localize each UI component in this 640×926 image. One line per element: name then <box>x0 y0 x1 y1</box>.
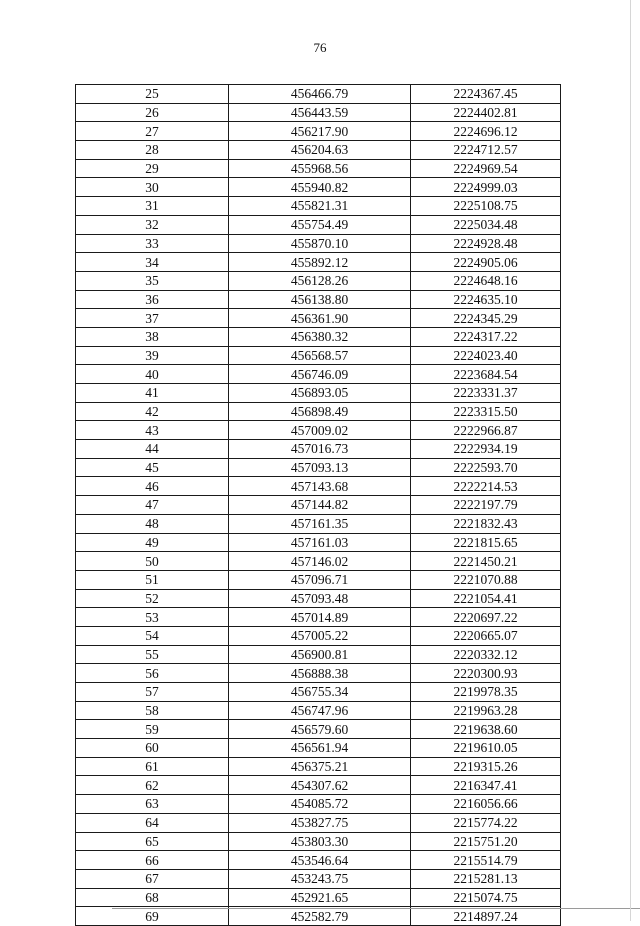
x-coordinate-cell: 457161.03 <box>229 533 411 552</box>
table-row <box>76 795 561 814</box>
point-number-cell: 66 <box>76 851 229 870</box>
coordinates-table-body <box>76 85 561 926</box>
table-row <box>76 85 561 104</box>
y-coordinate-cell: 2220697.22 <box>411 608 561 627</box>
table-row <box>76 701 561 720</box>
table-row <box>76 197 561 216</box>
table-row <box>76 552 561 571</box>
x-coordinate-cell: 452582.79 <box>229 907 411 926</box>
x-coordinate-cell: 456375.21 <box>229 757 411 776</box>
x-coordinate-cell: 457093.13 <box>229 458 411 477</box>
x-coordinate-cell: 456746.09 <box>229 365 411 384</box>
y-coordinate-cell: 2224402.81 <box>411 103 561 122</box>
table-row <box>76 832 561 851</box>
point-number-cell: 43 <box>76 421 229 440</box>
x-coordinate-cell: 452921.65 <box>229 888 411 907</box>
x-coordinate-cell: 456128.26 <box>229 271 411 290</box>
x-coordinate-cell: 456747.96 <box>229 701 411 720</box>
point-number-cell: 55 <box>76 645 229 664</box>
y-coordinate-cell: 2224712.57 <box>411 141 561 160</box>
y-coordinate-cell: 2220665.07 <box>411 626 561 645</box>
point-number-cell: 31 <box>76 197 229 216</box>
x-coordinate-cell: 455940.82 <box>229 178 411 197</box>
y-coordinate-cell: 2221070.88 <box>411 570 561 589</box>
point-number-cell: 61 <box>76 757 229 776</box>
table-row <box>76 440 561 459</box>
x-coordinate-cell: 456466.79 <box>229 85 411 104</box>
x-coordinate-cell: 457005.22 <box>229 626 411 645</box>
table-row <box>76 271 561 290</box>
x-coordinate-cell: 456380.32 <box>229 327 411 346</box>
point-number-cell: 42 <box>76 402 229 421</box>
table-row <box>76 365 561 384</box>
x-coordinate-cell: 456898.49 <box>229 402 411 421</box>
table-row <box>76 402 561 421</box>
x-coordinate-cell: 453827.75 <box>229 813 411 832</box>
table-row <box>76 869 561 888</box>
table-row <box>76 253 561 272</box>
y-coordinate-cell: 2216347.41 <box>411 776 561 795</box>
table-row <box>76 178 561 197</box>
y-coordinate-cell: 2219315.26 <box>411 757 561 776</box>
point-number-cell: 33 <box>76 234 229 253</box>
table-row <box>76 477 561 496</box>
point-number-cell: 56 <box>76 664 229 683</box>
table-row <box>76 907 561 926</box>
y-coordinate-cell: 2216056.66 <box>411 795 561 814</box>
table-row <box>76 720 561 739</box>
x-coordinate-cell: 455870.10 <box>229 234 411 253</box>
x-coordinate-cell: 457146.02 <box>229 552 411 571</box>
table-row <box>76 384 561 403</box>
point-number-cell: 59 <box>76 720 229 739</box>
x-coordinate-cell: 456204.63 <box>229 141 411 160</box>
x-coordinate-cell: 457161.35 <box>229 514 411 533</box>
page-number: 76 <box>313 40 327 55</box>
table-row <box>76 813 561 832</box>
table-row <box>76 888 561 907</box>
point-number-cell: 45 <box>76 458 229 477</box>
table-row <box>76 533 561 552</box>
y-coordinate-cell: 2225034.48 <box>411 215 561 234</box>
y-coordinate-cell: 2219978.35 <box>411 683 561 702</box>
y-coordinate-cell: 2224345.29 <box>411 309 561 328</box>
point-number-cell: 49 <box>76 533 229 552</box>
x-coordinate-cell: 457014.89 <box>229 608 411 627</box>
table-row <box>76 626 561 645</box>
x-coordinate-cell: 453243.75 <box>229 869 411 888</box>
x-coordinate-cell: 456900.81 <box>229 645 411 664</box>
point-number-cell: 36 <box>76 290 229 309</box>
table-row <box>76 421 561 440</box>
table-row <box>76 496 561 515</box>
point-number-cell: 58 <box>76 701 229 720</box>
y-coordinate-cell: 2215514.79 <box>411 851 561 870</box>
y-coordinate-cell: 2219963.28 <box>411 701 561 720</box>
point-number-cell: 38 <box>76 327 229 346</box>
point-number-cell: 25 <box>76 85 229 104</box>
x-coordinate-cell: 456893.05 <box>229 384 411 403</box>
y-coordinate-cell: 2223684.54 <box>411 365 561 384</box>
table-row <box>76 645 561 664</box>
y-coordinate-cell: 2224317.22 <box>411 327 561 346</box>
point-number-cell: 41 <box>76 384 229 403</box>
table-row <box>76 739 561 758</box>
table-row <box>76 683 561 702</box>
point-number-cell: 32 <box>76 215 229 234</box>
x-coordinate-cell: 455821.31 <box>229 197 411 216</box>
x-coordinate-cell: 455892.12 <box>229 253 411 272</box>
y-coordinate-cell: 2220332.12 <box>411 645 561 664</box>
y-coordinate-cell: 2223331.37 <box>411 384 561 403</box>
x-coordinate-cell: 457144.82 <box>229 496 411 515</box>
table-row <box>76 514 561 533</box>
point-number-cell: 40 <box>76 365 229 384</box>
y-coordinate-cell: 2222214.53 <box>411 477 561 496</box>
y-coordinate-cell: 2222934.19 <box>411 440 561 459</box>
point-number-cell: 50 <box>76 552 229 571</box>
x-coordinate-cell: 457093.48 <box>229 589 411 608</box>
x-coordinate-cell: 453803.30 <box>229 832 411 851</box>
y-coordinate-cell: 2224635.10 <box>411 290 561 309</box>
table-row <box>76 346 561 365</box>
point-number-cell: 35 <box>76 271 229 290</box>
y-coordinate-cell: 2224367.45 <box>411 85 561 104</box>
table-row <box>76 589 561 608</box>
x-coordinate-cell: 456217.90 <box>229 122 411 141</box>
y-coordinate-cell: 2224023.40 <box>411 346 561 365</box>
x-coordinate-cell: 456755.34 <box>229 683 411 702</box>
x-coordinate-cell: 457143.68 <box>229 477 411 496</box>
point-number-cell: 28 <box>76 141 229 160</box>
x-coordinate-cell: 457016.73 <box>229 440 411 459</box>
y-coordinate-cell: 2221054.41 <box>411 589 561 608</box>
y-coordinate-cell: 2222966.87 <box>411 421 561 440</box>
table-row <box>76 458 561 477</box>
x-coordinate-cell: 456561.94 <box>229 739 411 758</box>
point-number-cell: 44 <box>76 440 229 459</box>
x-coordinate-cell: 457096.71 <box>229 570 411 589</box>
y-coordinate-cell: 2224648.16 <box>411 271 561 290</box>
point-number-cell: 64 <box>76 813 229 832</box>
table-row <box>76 309 561 328</box>
table-row <box>76 234 561 253</box>
point-number-cell: 29 <box>76 159 229 178</box>
table-row <box>76 141 561 160</box>
y-coordinate-cell: 2224696.12 <box>411 122 561 141</box>
y-coordinate-cell: 2224928.48 <box>411 234 561 253</box>
table-row <box>76 570 561 589</box>
table-row <box>76 215 561 234</box>
point-number-cell: 54 <box>76 626 229 645</box>
y-coordinate-cell: 2215751.20 <box>411 832 561 851</box>
x-coordinate-cell: 455968.56 <box>229 159 411 178</box>
point-number-cell: 34 <box>76 253 229 272</box>
y-coordinate-cell: 2214897.24 <box>411 907 561 926</box>
x-coordinate-cell: 456888.38 <box>229 664 411 683</box>
x-coordinate-cell: 456568.57 <box>229 346 411 365</box>
point-number-cell: 63 <box>76 795 229 814</box>
y-coordinate-cell: 2224999.03 <box>411 178 561 197</box>
point-number-cell: 26 <box>76 103 229 122</box>
point-number-cell: 69 <box>76 907 229 926</box>
x-coordinate-cell: 456443.59 <box>229 103 411 122</box>
y-coordinate-cell: 2220300.93 <box>411 664 561 683</box>
point-number-cell: 53 <box>76 608 229 627</box>
scan-edge-right <box>630 0 631 921</box>
y-coordinate-cell: 2215774.22 <box>411 813 561 832</box>
y-coordinate-cell: 2221450.21 <box>411 552 561 571</box>
point-number-cell: 67 <box>76 869 229 888</box>
table-row <box>76 122 561 141</box>
coordinates-table <box>75 84 561 926</box>
y-coordinate-cell: 2219638.60 <box>411 720 561 739</box>
point-number-cell: 27 <box>76 122 229 141</box>
table-row <box>76 290 561 309</box>
y-coordinate-cell: 2215074.75 <box>411 888 561 907</box>
y-coordinate-cell: 2222197.79 <box>411 496 561 515</box>
point-number-cell: 65 <box>76 832 229 851</box>
point-number-cell: 46 <box>76 477 229 496</box>
y-coordinate-cell: 2215281.13 <box>411 869 561 888</box>
x-coordinate-cell: 456138.80 <box>229 290 411 309</box>
x-coordinate-cell: 455754.49 <box>229 215 411 234</box>
point-number-cell: 48 <box>76 514 229 533</box>
y-coordinate-cell: 2221815.65 <box>411 533 561 552</box>
y-coordinate-cell: 2221832.43 <box>411 514 561 533</box>
x-coordinate-cell: 456579.60 <box>229 720 411 739</box>
y-coordinate-cell: 2224905.06 <box>411 253 561 272</box>
point-number-cell: 68 <box>76 888 229 907</box>
scan-edge-bottom <box>112 908 640 909</box>
point-number-cell: 39 <box>76 346 229 365</box>
table-row <box>76 103 561 122</box>
point-number-cell: 62 <box>76 776 229 795</box>
y-coordinate-cell: 2223315.50 <box>411 402 561 421</box>
point-number-cell: 47 <box>76 496 229 515</box>
x-coordinate-cell: 453546.64 <box>229 851 411 870</box>
x-coordinate-cell: 457009.02 <box>229 421 411 440</box>
table-row <box>76 757 561 776</box>
point-number-cell: 60 <box>76 739 229 758</box>
table-row <box>76 608 561 627</box>
point-number-cell: 37 <box>76 309 229 328</box>
point-number-cell: 30 <box>76 178 229 197</box>
table-row <box>76 851 561 870</box>
x-coordinate-cell: 454085.72 <box>229 795 411 814</box>
point-number-cell: 57 <box>76 683 229 702</box>
y-coordinate-cell: 2225108.75 <box>411 197 561 216</box>
y-coordinate-cell: 2222593.70 <box>411 458 561 477</box>
y-coordinate-cell: 2224969.54 <box>411 159 561 178</box>
point-number-cell: 52 <box>76 589 229 608</box>
table-row <box>76 327 561 346</box>
x-coordinate-cell: 454307.62 <box>229 776 411 795</box>
y-coordinate-cell: 2219610.05 <box>411 739 561 758</box>
table-row <box>76 159 561 178</box>
x-coordinate-cell: 456361.90 <box>229 309 411 328</box>
table-row <box>76 776 561 795</box>
point-number-cell: 51 <box>76 570 229 589</box>
table-row <box>76 664 561 683</box>
